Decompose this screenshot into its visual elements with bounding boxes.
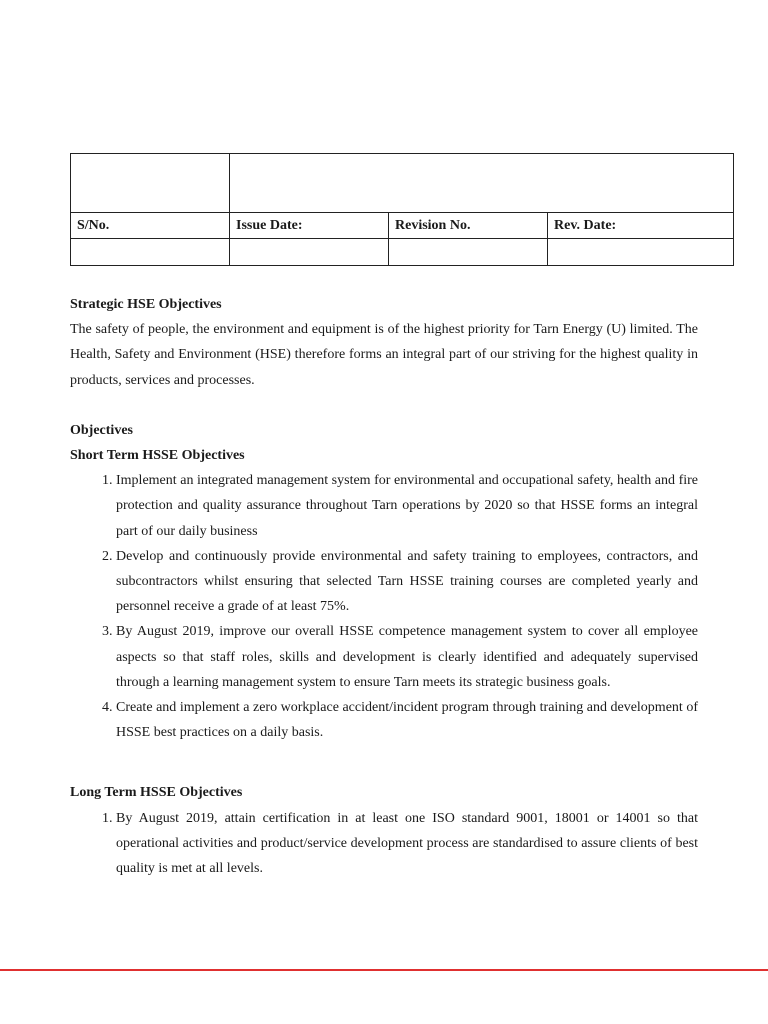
list-item: 2. Develop and continuously provide environmental and safety training to employees, contractors, and subcontractors whilst ensuring that selected Tarn HSSE training courses are completed yearly and personnel receive a grade of at least 75%.	[116, 544, 698, 620]
revision-no-value-cell	[389, 239, 548, 266]
logo-cell	[71, 154, 230, 213]
long-term-heading: Long Term HSSE Objectives	[70, 785, 243, 801]
short-term-heading: Short Term HSSE Objectives	[70, 448, 245, 464]
list-item: 4. Create and implement a zero workplace accident/incident program through training and development of HSSE best practices on a daily basis.	[116, 695, 698, 745]
objectives-heading: Objectives	[70, 422, 133, 438]
col-sno-label: S/No.	[71, 213, 230, 239]
strategic-heading: Strategic HSE Objectives	[70, 297, 222, 312]
document-control-table	[70, 153, 734, 266]
document-body	[70, 292, 698, 881]
sno-value-cell	[71, 239, 230, 266]
col-revision-no-label: Revision No.	[389, 213, 548, 239]
col-rev-date-label: Rev. Date:	[548, 213, 734, 239]
short-term-list	[70, 468, 698, 745]
list-item: 3. By August 2019, improve our overall HSSE competence management system to cover all employee aspects so that staff roles, skills and development is clearly identified and adequately supervised through a learning management system to ensure Tarn meets its strategic business goals.	[116, 619, 698, 695]
col-issue-date-label: Issue Date:	[230, 213, 389, 239]
rev-date-value-cell	[548, 239, 734, 266]
long-term-list	[70, 806, 698, 882]
table-title-row	[71, 154, 734, 213]
title-cell	[230, 154, 734, 213]
footer-divider	[0, 969, 768, 971]
table-value-row	[71, 239, 734, 266]
list-item: 1. By August 2019, attain certification in at least one ISO standard 9001, 18001 or 14001 so that operational activities and product/service development process are standardised to assure clients of best quality is met at all levels.	[116, 806, 698, 882]
issue-date-value-cell	[230, 239, 389, 266]
strategic-body: The safety of people, the environment and equipment is of the highest priority for Tarn Energy (U) limited. The Health, Safety and Environment (HSE) therefore forms an integral part of our striving for the highest quality in products, services and processes.	[70, 322, 698, 388]
list-item: 1. Implement an integrated management system for environmental and occupational safety, health and fire protection and quality assurance throughout Tarn operations by 2020 so that HSSE forms an integral part of our daily business	[116, 468, 698, 544]
table-header-row	[71, 213, 734, 239]
